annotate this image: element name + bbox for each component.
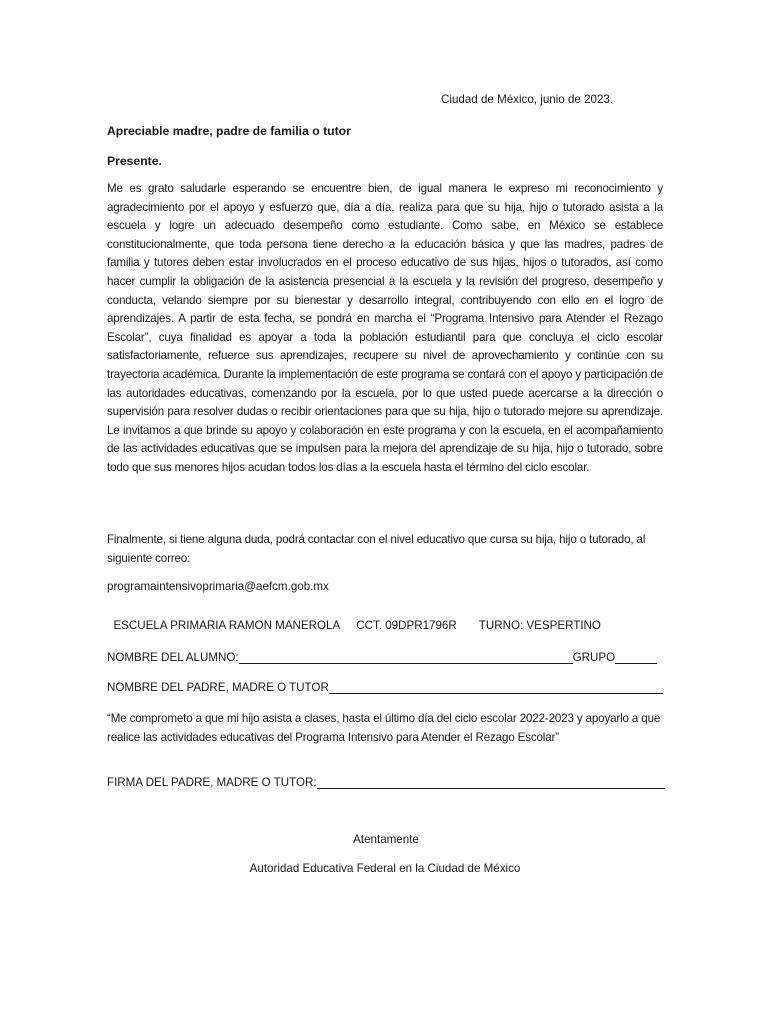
parent-name-row (107, 681, 663, 694)
closing: Atentamente (353, 833, 419, 846)
commitment-statement: “Me comprometo a que mi hijo asista a clases, hasta el último día del ciclo escolar 2022-2023 y apoyarlo a que realice las actividades educativas del Programa Intensivo para Atender el Rezago Escolar” (107, 712, 661, 744)
signature-label: FIRMA DEL PADRE, MADRE O TUTOR: (107, 776, 317, 789)
letter-body: Me es grato saludarle esperando se encuentre bien, de igual manera le expreso mi reconocimiento y agradecimiento por el apoyo y esfuerzo que, día a día, realiza para que su hija, hijo o tutorado asista a la escuela y logre un adecuado desempeño como estudiante. Como sabe, en México se establece constitucionalmente, que toda persona tiene derecho a la educación básica y que las madres, padres de familia y tutores deben estar involucrados en el proceso educativo de sus hijas, hijos o tutorados, así como hacer cumplir la obligación de la asistencia presencial a la escuela y la revisión del progreso, desempeño y conducta, velando siempre por su bienestar y desarrollo integral, contribuyendo con ello en el logro de aprendizajes. A partir de esta fecha, se pondrá en marcha el “Programa Intensivo para Atender el Rezago Escolar”, cuya finalidad es apoyar a toda la población estudiantil para que concluya el ciclo escolar satisfactoriamente, refuerce sus aprendizajes, recupere su nivel de aprovechamiento y continúe con su trayectoria académica. Durante la implementación de este programa se contará con el apoyo y participación de las autoridades educativas, comenzando por la escuela, por lo que usted puede acercarse a la dirección o supervisión para resolver dudas o recibir orientaciones para que su hija, hijo o tutorado mejore su aprendizaje. Le invitamos a que brinde su apoyo y colaboración en este programa y con la escuela, en el acompañamiento de las actividades educativas que se impulsen para la mejora del aprendizaje de su hija, hijo o tutorado, sobre todo que sus menores hijos acudan todos los días a la escuela hasta el término del ciclo escolar. (107, 182, 663, 474)
group-line[interactable] (615, 652, 657, 664)
school-turno: TURNO: VESPERTINO (478, 619, 601, 632)
date-line: Ciudad de México, junio de 2023. (441, 93, 614, 106)
parent-name-line[interactable] (329, 682, 663, 694)
presente-heading: Presente. (107, 154, 162, 168)
student-name-line[interactable] (239, 652, 573, 664)
contact-email: programaintensivoprimaria@aefcm.gob.mx (107, 580, 329, 593)
signature-row (107, 776, 665, 789)
authority-signature: Autoridad Educativa Federal en la Ciudad de México (249, 862, 521, 875)
final-paragraph: Finalmente, si tiene alguna duda, podrá contactar con el nivel educativo que cursa su hija, hijo o tutorado, al siguiente correo: (107, 533, 646, 565)
group-label: GRUPO (572, 651, 616, 664)
signature-line[interactable] (317, 777, 665, 789)
greeting: Apreciable madre, padre de familia o tutor (107, 124, 351, 138)
school-info (107, 606, 601, 632)
student-name-row (107, 651, 657, 664)
parent-name-label: NOMBRE DEL PADRE, MADRE O TUTOR (107, 681, 329, 694)
student-name-label: NOMBRE DEL ALUMNO: (107, 651, 239, 664)
school-name: ESCUELA PRIMARIA RAMON MANEROLA (113, 619, 341, 632)
school-cct: CCT. 09DPR1796R (356, 619, 457, 632)
